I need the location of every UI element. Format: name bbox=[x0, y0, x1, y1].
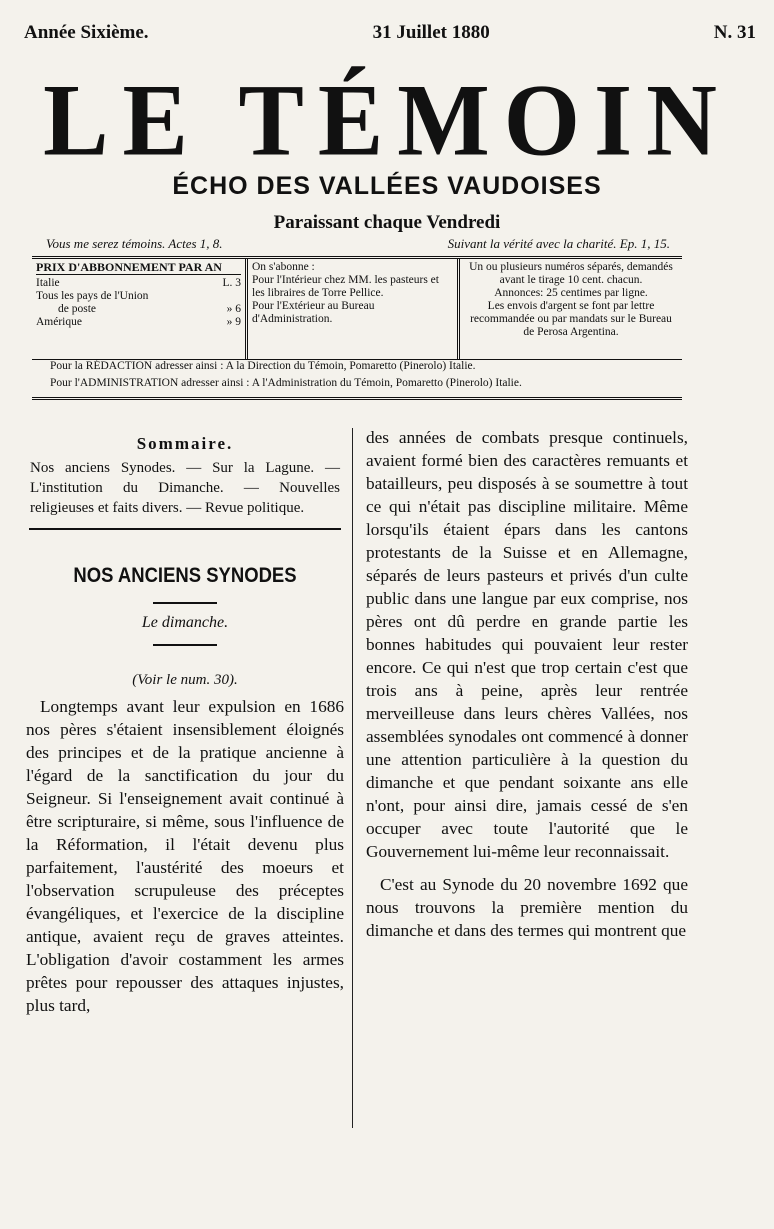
numbers-line: Les envois d'argent se font par lettre recommandée ou par mandats sur le Bureau de Perosa Argentina. bbox=[470, 300, 672, 338]
mottos bbox=[46, 236, 670, 252]
subscription-box bbox=[32, 256, 682, 360]
administration-address: Pour l'ADMINISTRATION adresser ainsi : A l'Administration du Témoin, Pomaretto (Pinerolo) Italie. bbox=[50, 377, 522, 389]
section-divider bbox=[29, 528, 341, 530]
short-divider bbox=[153, 644, 217, 646]
price-row: Italie L. 3 bbox=[36, 277, 241, 289]
year-label: Année Sixième. bbox=[24, 22, 149, 43]
price-column bbox=[32, 259, 248, 359]
address-box bbox=[32, 358, 682, 400]
newspaper-title: LE TÉMOIN bbox=[43, 64, 731, 178]
redaction-address: Pour la RÉDACTION adresser ainsi : A la Direction du Témoin, Pomaretto (Pinerolo) Italie. bbox=[50, 360, 476, 372]
price-row: Amérique » 9 bbox=[36, 316, 241, 328]
right-column bbox=[366, 426, 688, 942]
newspaper-subtitle: ÉCHO DES VALLÉES VAUDOISES bbox=[172, 172, 602, 200]
price-row: de poste » 6 bbox=[58, 303, 241, 315]
column-divider bbox=[352, 428, 353, 1128]
numbers-column bbox=[460, 259, 682, 359]
abonne-line: On s'abonne : bbox=[252, 261, 315, 273]
issue-number: N. 31 bbox=[713, 22, 756, 43]
subscribe-column bbox=[248, 259, 460, 359]
sommaire-heading: Sommaire. bbox=[136, 434, 234, 453]
price-row: Tous les pays de l'Union bbox=[36, 290, 149, 302]
article-reference: (Voir le num. 30). bbox=[132, 672, 238, 688]
article-paragraph: des années de combats presque continuels, avaient formé bien des caractères remuants et batailleurs, peu disposés à se soumettre à tout ce qui n'était pas discipline militaire. Même lorsqu'ils étaient épars dans les cantons protestants de la Suisse et en Allemagne, séparés de leurs pasteurs et privés d'un culte public dans une langue par eux comprise, nos pères ont dû perdre en grande partie les bonnes habitudes qui pouvaient leur rester encore. Ce qui n'est que trop certain c'est que trois ans à peine, après leur rentrée merveilleuse dans leurs chères Vallées, nos assemblées synodales ont commencé à donner une attention particulière à la question du dimanche et que pendant soixante ans elle n'ont, pour ainsi dire, jamais cessé de s'en occuper avec toute l'autorité que le Gouvernement lui-même leur reconnaissait. bbox=[366, 428, 688, 861]
article-paragraph: C'est au Synode du 20 novembre 1692 que nous trouvons la première mention du dimanche et dans des termes qui montrent que bbox=[366, 875, 688, 940]
numbers-line: Annonces: 25 centimes par ligne. bbox=[494, 287, 648, 299]
left-column bbox=[26, 434, 344, 1017]
motto-left: Vous me serez témoins. Actes 1, 8. bbox=[46, 236, 223, 251]
masthead-topline bbox=[24, 22, 756, 48]
price-header: PRIX D'ABBONNEMENT PAR AN bbox=[36, 261, 241, 275]
short-divider bbox=[153, 602, 217, 604]
abonne-line: Pour l'Intérieur chez MM. les pasteurs et les libraires de Torre Pellice. bbox=[252, 274, 439, 299]
numbers-line: Un ou plusieurs numéros séparés, demandés avant le tirage 10 cent. chacun. bbox=[469, 261, 673, 286]
article-paragraph: Longtemps avant leur expulsion en 1686 nos pères s'étaient insensiblement éloignés des principes et de la pratique ancienne à l'égard de la sanctification du jour du Seigneur. Si l'enseignement avait continué à être scripturaire, si même, sous l'influence de la Réformation, il l'était devenu plus parfaitement, l'austérité des moeurs et l'observation scrupuleuse des préceptes évangéliques, et l'exercice de la discipline antique, avaient reçu de graves atteintes. L'obligation d'avoir costamment les armes prêtes pour repousser des attaques injustes, plus tard, bbox=[26, 697, 344, 1015]
article-title: NOS ANCIENS SYNODES bbox=[73, 564, 297, 587]
issue-date: 31 Juillet 1880 bbox=[372, 22, 490, 43]
sommaire-text: Nos anciens Synodes. — Sur la Lagune. — L'institution du Dimanche. — Nouvelles religieuses et faits divers. — Revue politique. bbox=[30, 460, 340, 516]
article-subtitle: Le dimanche. bbox=[141, 614, 229, 631]
periodicity: Paraissant chaque Vendredi bbox=[273, 212, 501, 233]
abonne-line: Pour l'Extérieur au Bureau d'Administration. bbox=[252, 300, 375, 325]
motto-right: Suivant la vérité avec la charité. Ep. 1, 15. bbox=[447, 236, 670, 251]
